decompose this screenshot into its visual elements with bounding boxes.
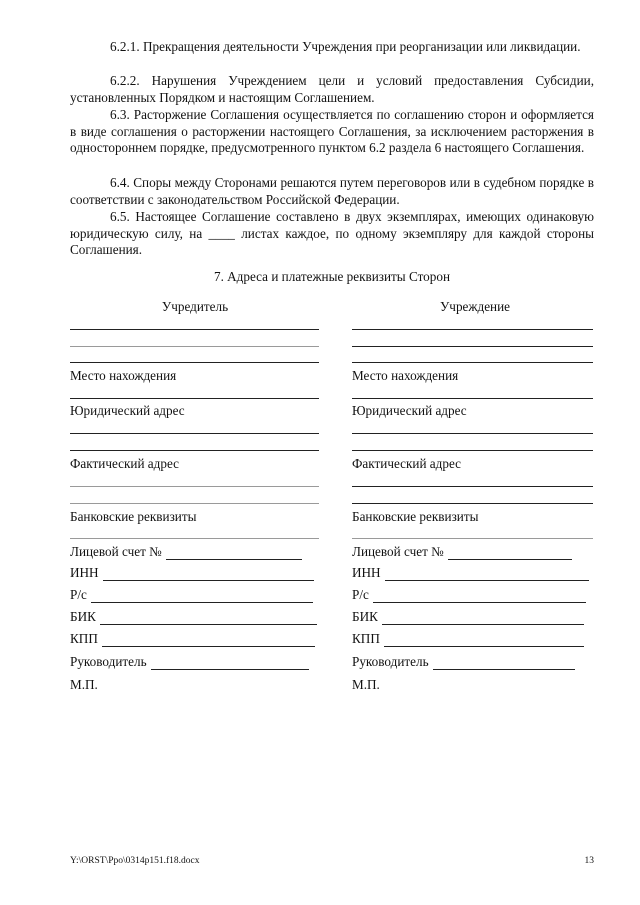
left-head-line bbox=[151, 657, 309, 670]
paragraph-6-2-1: 6.2.1. Прекращения деятельности Учреждения при реорганизации или ликвидации. bbox=[110, 39, 581, 54]
right-inn-field bbox=[352, 565, 589, 581]
right-head-label: Руководитель bbox=[352, 654, 429, 669]
right-blank-line bbox=[352, 503, 593, 504]
right-actual-address-label: Фактический адрес bbox=[352, 456, 462, 471]
left-column-title: Учредитель bbox=[161, 299, 229, 314]
left-blank-line bbox=[70, 486, 319, 487]
left-bank-details-label: Банковские реквизиты bbox=[70, 509, 197, 524]
left-seal-label: М.П. bbox=[70, 677, 98, 692]
left-blank-line bbox=[70, 346, 319, 347]
right-bank-details-label: Банковские реквизиты bbox=[352, 509, 479, 524]
left-bik-label: БИК bbox=[70, 609, 96, 624]
right-kpp-line bbox=[384, 634, 584, 647]
right-blank-line bbox=[352, 329, 593, 330]
right-blank-line bbox=[352, 398, 593, 399]
left-head-field bbox=[70, 654, 309, 670]
left-blank-line bbox=[70, 398, 319, 399]
paragraph-6-2-2: 6.2.2. Нарушения Учреждением цели и условий предоставления Субсидии, установленных Порядком и настоящим Соглашением. bbox=[70, 73, 594, 105]
left-account-field bbox=[70, 544, 302, 560]
left-rs-label: Р/с bbox=[70, 587, 87, 602]
right-rs-label: Р/с bbox=[352, 587, 369, 602]
right-kpp-field bbox=[352, 631, 584, 647]
left-legal-address-label: Юридический адрес bbox=[70, 403, 185, 418]
right-seal-label: М.П. bbox=[352, 677, 380, 692]
left-blank-line bbox=[70, 362, 319, 363]
right-head-line bbox=[433, 657, 575, 670]
right-account-label: Лицевой счет № bbox=[352, 544, 444, 559]
right-inn-label: ИНН bbox=[352, 565, 381, 580]
section-title: 7. Адреса и платежные реквизиты Сторон bbox=[213, 269, 451, 284]
right-rs-line bbox=[373, 590, 586, 603]
left-kpp-label: КПП bbox=[70, 631, 98, 646]
right-kpp-label: КПП bbox=[352, 631, 380, 646]
right-bik-label: БИК bbox=[352, 609, 378, 624]
right-bik-line bbox=[382, 612, 584, 625]
left-blank-line bbox=[70, 450, 319, 451]
right-blank-line bbox=[352, 433, 593, 434]
left-inn-line bbox=[103, 568, 314, 581]
left-blank-line bbox=[70, 329, 319, 330]
left-rs-field bbox=[70, 587, 313, 603]
left-bik-line bbox=[100, 612, 317, 625]
right-blank-line bbox=[352, 346, 593, 347]
paragraph-6-3: 6.3. Расторжение Соглашения осуществляется по соглашению сторон и оформляется в виде соглашения о расторжении настоящего Соглашения, за исключением расторжения в одностороннем порядке, предусмотренного пунктом 6.2 раздела 6 настоящего Соглашения. bbox=[70, 107, 594, 156]
right-inn-line bbox=[385, 568, 589, 581]
right-account-field bbox=[352, 544, 572, 560]
left-blank-line bbox=[70, 433, 319, 434]
right-head-field bbox=[352, 654, 575, 670]
right-legal-address-label: Юридический адрес bbox=[352, 403, 467, 418]
paragraph-6-4: 6.4. Споры между Сторонами решаются путем переговоров или в судебном порядке в соответствии с законодательством Российской Федерации. bbox=[70, 175, 594, 207]
right-blank-line bbox=[352, 538, 593, 539]
left-location-label: Место нахождения bbox=[70, 368, 177, 383]
page-number: 13 bbox=[584, 856, 594, 866]
left-account-label: Лицевой счет № bbox=[70, 544, 162, 559]
left-blank-line bbox=[70, 538, 319, 539]
right-blank-line bbox=[352, 450, 593, 451]
right-blank-line bbox=[352, 362, 593, 363]
right-column-title: Учреждение bbox=[439, 299, 511, 314]
left-account-line bbox=[166, 547, 302, 560]
right-bik-field bbox=[352, 609, 584, 625]
left-blank-line bbox=[70, 503, 319, 504]
left-kpp-line bbox=[102, 634, 315, 647]
right-account-line bbox=[448, 547, 572, 560]
left-actual-address-label: Фактический адрес bbox=[70, 456, 180, 471]
right-rs-field bbox=[352, 587, 586, 603]
paragraph-6-5: 6.5. Настоящее Соглашение составлено в двух экземплярах, имеющих одинаковую юридическую силу, на ____ листах каждое, по одному экземпляру для каждой стороны Соглашения. bbox=[70, 209, 594, 258]
left-bik-field bbox=[70, 609, 317, 625]
left-rs-line bbox=[91, 590, 313, 603]
right-location-label: Место нахождения bbox=[352, 368, 459, 383]
left-inn-label: ИНН bbox=[70, 565, 99, 580]
left-inn-field bbox=[70, 565, 314, 581]
right-blank-line bbox=[352, 486, 593, 487]
left-kpp-field bbox=[70, 631, 315, 647]
left-head-label: Руководитель bbox=[70, 654, 147, 669]
footer-file-path: Y:\ORST\Ppo\0314p151.f18.docx bbox=[70, 856, 200, 866]
